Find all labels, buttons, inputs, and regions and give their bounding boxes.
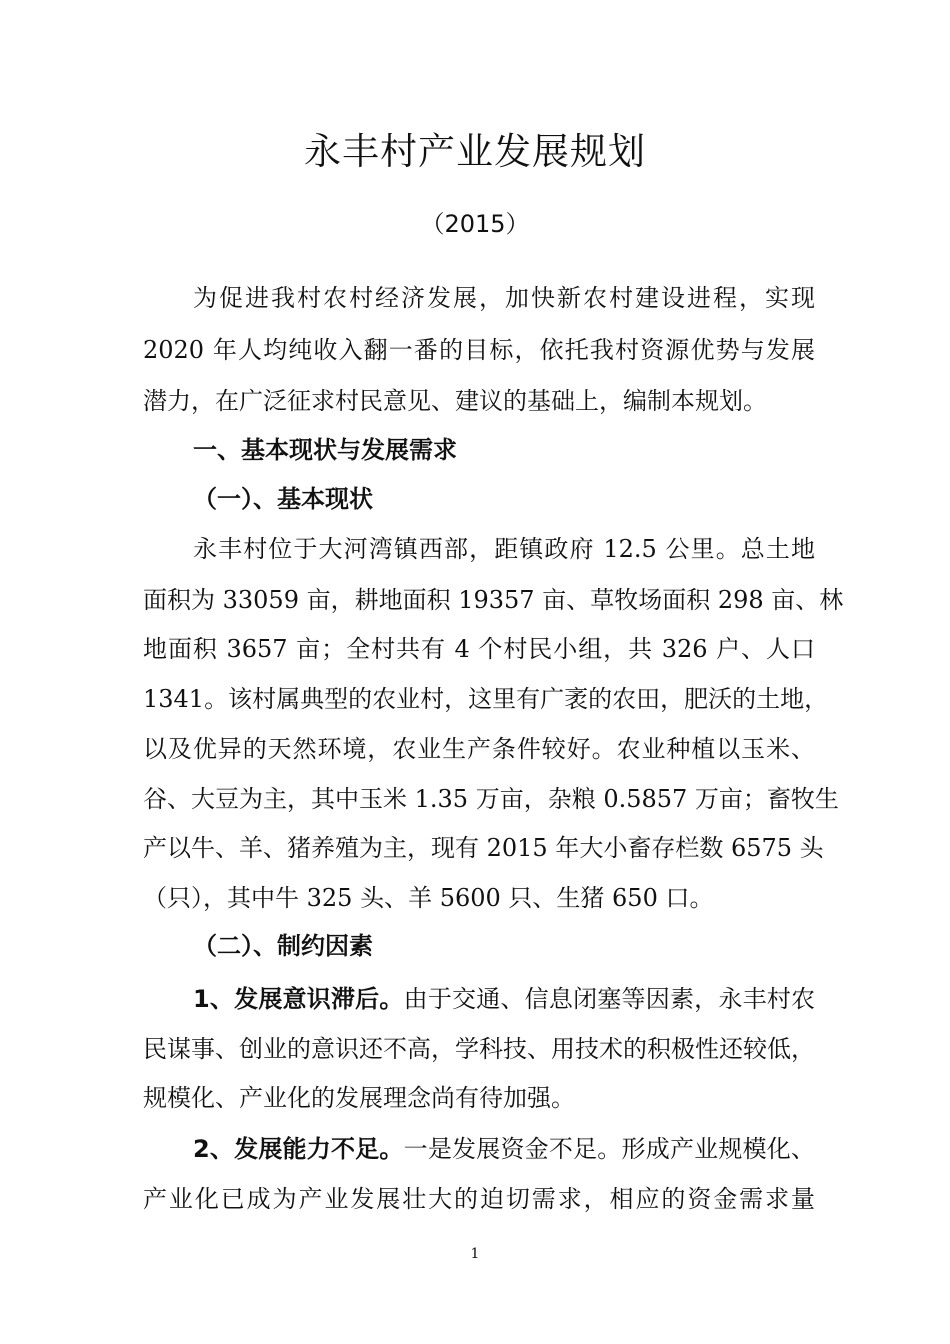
body-line: 地面积 3657 亩；全村共有 4 个村民小组，共 326 户、人口 bbox=[143, 635, 815, 663]
item-lead: 1、发展意识滞后。 bbox=[193, 985, 404, 1013]
item-lead: 2、发展能力不足。 bbox=[193, 1135, 404, 1163]
body-line: 以及优异的天然环境，农业生产条件较好。农业种植以玉米、 bbox=[143, 735, 815, 763]
intro-line: 2020 年人均纯收入翻一番的目标，依托我村资源优势与发展 bbox=[143, 336, 815, 364]
body-line: 面积为 33059 亩，耕地面积 19357 亩、草牧场面积 298 亩、林 bbox=[143, 586, 844, 614]
item-text: 由于交通、信息闭塞等因素，永丰村农 bbox=[403, 985, 815, 1013]
intro-line: 潜力，在广泛征求村民意见、建议的基础上，编制本规划。 bbox=[143, 387, 767, 415]
subsection-heading: （一）、基本现状 bbox=[193, 485, 373, 513]
body-line: （只），其中牛 325 头、羊 5600 只、生猪 650 口。 bbox=[143, 884, 714, 912]
item-line: 产业化已成为产业发展壮大的迫切需求，相应的资金需求量 bbox=[143, 1185, 815, 1213]
document-year: （2015） bbox=[420, 210, 530, 238]
body-line: 产以牛、羊、猪养殖为主，现有 2015 年大小畜存栏数 6575 头 bbox=[143, 834, 824, 862]
document-title: 永丰村产业发展规划 bbox=[304, 130, 646, 173]
subsection-heading: （二）、制约因素 bbox=[193, 932, 373, 960]
body-line: 1341。该村属典型的农业村，这里有广袤的农田，肥沃的土地， bbox=[143, 685, 829, 713]
body-line: 谷、大豆为主，其中玉米 1.35 万亩，杂粮 0.5857 万亩；畜牧生 bbox=[143, 785, 839, 813]
item-line bbox=[193, 980, 815, 1018]
item-line: 民谋事、创业的意识还不高，学科技、用技术的积极性还较低， bbox=[143, 1035, 815, 1063]
item-line bbox=[193, 1130, 815, 1168]
section-heading: 一、基本现状与发展需求 bbox=[193, 436, 457, 464]
item-text: 一是发展资金不足。形成产业规模化、 bbox=[403, 1135, 815, 1163]
item-line: 规模化、产业化的发展理念尚有待加强。 bbox=[143, 1084, 575, 1112]
body-line: 永丰村位于大河湾镇西部，距镇政府 12.5 公里。总土地 bbox=[193, 535, 815, 563]
page-number: 1 bbox=[470, 1246, 480, 1262]
intro-line: 为促进我村农村经济发展，加快新农村建设进程，实现 bbox=[193, 284, 815, 312]
